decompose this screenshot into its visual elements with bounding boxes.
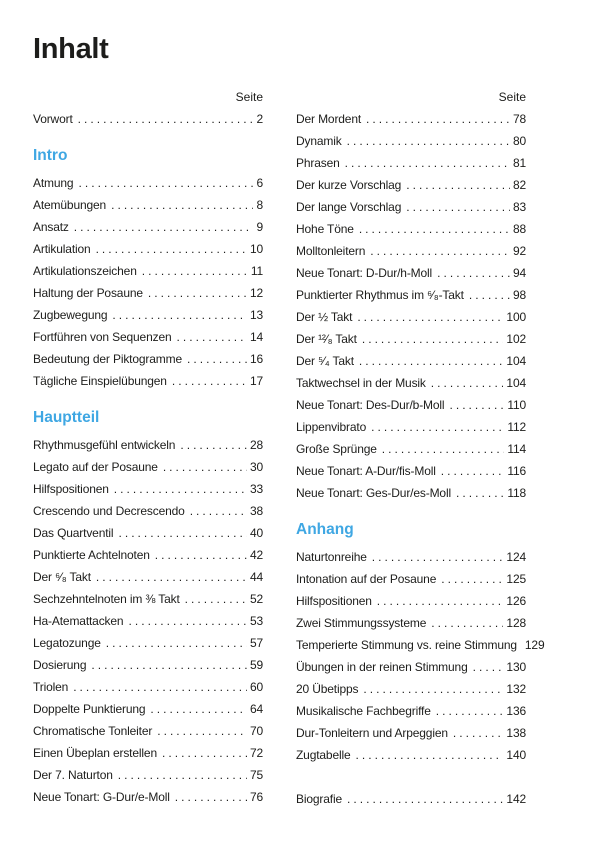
dot-leader	[157, 720, 247, 742]
toc-entry-page: 38	[249, 504, 263, 518]
toc-entry-title: Musikalische Fachbegriffe	[296, 704, 431, 718]
dot-leader	[431, 372, 504, 394]
toc-entry-title: Intonation auf der Posaune	[296, 572, 437, 586]
toc-section	[296, 108, 526, 504]
dot-leader	[185, 588, 247, 610]
section-heading: Anhang	[296, 521, 354, 538]
toc-entry-page: 59	[249, 658, 263, 672]
toc-entry-page: 104	[506, 376, 526, 390]
toc-entry-title: Der ¹²⁄₈ Takt	[296, 332, 357, 346]
toc-entry-page: 17	[249, 374, 263, 388]
toc-entry	[296, 744, 526, 766]
toc-entry-title: Triolen	[33, 680, 69, 694]
toc-entry-title: Der ½ Takt	[296, 310, 353, 324]
toc-entry	[33, 544, 263, 566]
toc-entry-page: 9	[256, 220, 263, 234]
toc-entry-page: 80	[512, 134, 526, 148]
dot-leader	[437, 262, 510, 284]
dot-leader	[177, 326, 247, 348]
toc-entry	[296, 482, 526, 504]
toc-entry-title: Artikulation	[33, 242, 91, 256]
toc-entry-page: 88	[512, 222, 526, 236]
dot-leader	[73, 676, 247, 698]
dot-leader	[436, 700, 504, 722]
toc-entry-title: Atemübungen	[33, 198, 107, 212]
toc-entry-title: Atmung	[33, 176, 74, 190]
toc-entry-page: 100	[506, 310, 526, 324]
toc-entry-title: Das Quartventil	[33, 526, 114, 540]
toc-entry-page: 10	[249, 242, 263, 256]
dot-leader	[449, 394, 504, 416]
toc-entry	[296, 438, 526, 460]
toc-entry-title: Doppelte Punktierung	[33, 702, 146, 716]
toc-entry	[296, 196, 526, 218]
toc-entry-title: Temperierte Stimmung vs. reine Stimmung	[296, 638, 517, 652]
toc-entry-page: 112	[507, 420, 526, 434]
toc-entry-page: 124	[506, 550, 526, 564]
toc-entry-title: Einen Übeplan erstellen	[33, 746, 157, 760]
dot-leader	[96, 566, 247, 588]
toc-entry-title: Dynamik	[296, 134, 342, 148]
toc-entry	[296, 130, 526, 152]
toc-entry-title: Hilfspositionen	[33, 482, 109, 496]
dot-leader	[106, 632, 247, 654]
toc-entry-title: Vorwort	[33, 112, 73, 126]
toc-entry-title: Bedeutung der Piktogramme	[33, 352, 183, 366]
toc-entry-page: 40	[249, 526, 263, 540]
toc-entry-title: Neue Tonart: A-Dur/fis-Moll	[296, 464, 436, 478]
dot-leader	[469, 284, 510, 306]
toc-entry-page: 64	[249, 702, 263, 716]
toc-entry-page: 92	[512, 244, 526, 258]
toc-entry	[296, 722, 526, 744]
toc-entry-title: Legato auf der Posaune	[33, 460, 158, 474]
dot-leader	[362, 328, 504, 350]
toc-entry	[33, 282, 263, 304]
toc-entry-title: Rhythmusgefühl entwickeln	[33, 438, 176, 452]
toc-entry-page: 132	[506, 682, 526, 696]
toc-entry	[296, 700, 526, 722]
dot-leader	[406, 196, 510, 218]
dot-leader	[370, 240, 510, 262]
dot-leader	[356, 744, 504, 766]
toc-entry-page: 126	[506, 594, 526, 608]
dot-leader	[142, 260, 248, 282]
dot-leader	[441, 568, 503, 590]
toc-entry	[33, 610, 263, 632]
toc-entry	[33, 434, 263, 456]
toc-entry-page: 98	[512, 288, 526, 302]
dot-leader	[473, 656, 504, 678]
toc-entry-page: 60	[249, 680, 263, 694]
toc-entry-title: Hohe Töne	[296, 222, 354, 236]
dot-leader	[155, 544, 247, 566]
toc-entry	[33, 676, 263, 698]
toc-entry-title: Übungen in der reinen Stimmung	[296, 660, 468, 674]
toc-entry-page: 12	[249, 286, 263, 300]
toc-entry	[296, 590, 526, 612]
dot-leader	[172, 370, 247, 392]
toc-entry-title: Naturtonreihe	[296, 550, 367, 564]
toc-entry	[296, 678, 526, 700]
dot-leader	[175, 786, 247, 808]
toc-entry	[33, 172, 263, 194]
toc-entry-title: Der Mordent	[296, 112, 362, 126]
dot-leader	[96, 238, 247, 260]
dot-leader	[118, 764, 247, 786]
section-heading: Hauptteil	[33, 409, 100, 426]
toc-entry-title: Punktierte Achtelnoten	[33, 548, 150, 562]
toc-entry-title: Ansatz	[33, 220, 69, 234]
toc-entry-page: 13	[249, 308, 263, 322]
dot-leader	[187, 348, 247, 370]
toc-entry	[296, 546, 526, 568]
toc-entry-page: 110	[507, 398, 526, 412]
toc-entry-title: Biografie	[296, 792, 343, 806]
toc-entry-page: 104	[506, 354, 526, 368]
toc-entry-page: 116	[507, 464, 526, 478]
dot-leader	[180, 434, 247, 456]
toc-entry-page: 57	[249, 636, 263, 650]
toc-entry	[33, 720, 263, 742]
dot-leader	[78, 108, 254, 130]
dot-leader	[371, 416, 504, 438]
toc-entry-title: 20 Übetipps	[296, 682, 359, 696]
toc-entry-title: Tägliche Einspielübungen	[33, 374, 167, 388]
toc-entry-page: 28	[249, 438, 263, 452]
toc-column-right	[296, 86, 545, 810]
toc-entry-page: 129	[524, 638, 545, 652]
toc-entry-page: 82	[512, 178, 526, 192]
toc-entry-page: 2	[256, 112, 263, 126]
toc-entry-page: 125	[506, 572, 526, 586]
toc-entry-page: 75	[249, 768, 263, 782]
toc-entry-page: 138	[506, 726, 526, 740]
toc-entry-page: 142	[506, 792, 526, 806]
toc-entry-page: 33	[249, 482, 263, 496]
toc-entry-title: Zugtabelle	[296, 748, 351, 762]
toc-entry	[296, 218, 526, 240]
dot-leader	[345, 152, 510, 174]
toc-entry	[33, 348, 263, 370]
toc-entry	[296, 152, 526, 174]
toc-entry	[33, 764, 263, 786]
toc-section	[296, 518, 545, 766]
toc-entry	[33, 698, 263, 720]
toc-entry-title: Crescendo und Decrescendo	[33, 504, 185, 518]
toc-entry	[296, 262, 526, 284]
dot-leader	[347, 788, 503, 810]
toc-entry	[296, 634, 545, 656]
toc-entry	[33, 260, 263, 282]
dot-leader	[78, 172, 253, 194]
toc-entry-page: 78	[512, 112, 526, 126]
toc-entry-title: Chromatische Tonleiter	[33, 724, 153, 738]
toc-entry-page: 72	[249, 746, 263, 760]
dot-leader	[111, 194, 253, 216]
toc-entry-page: 8	[256, 198, 263, 212]
toc-entry	[33, 108, 263, 130]
toc-entry	[296, 460, 526, 482]
toc-section	[296, 766, 526, 810]
toc-entry-page: 114	[507, 442, 526, 456]
toc-entry	[296, 372, 526, 394]
dot-leader	[74, 216, 254, 238]
toc-entry-title: Neue Tonart: Ges-Dur/es-Moll	[296, 486, 451, 500]
toc-entry	[296, 284, 526, 306]
toc-entry	[33, 588, 263, 610]
toc-entry	[296, 174, 526, 196]
toc-entry-title: Ha-Atemattacken	[33, 614, 124, 628]
toc-entry	[296, 612, 526, 634]
toc-entry-title: Dosierung	[33, 658, 87, 672]
toc-entry-title: Fortführen von Sequenzen	[33, 330, 172, 344]
toc-entry	[33, 370, 263, 392]
toc-entry-page: 42	[249, 548, 263, 562]
dot-leader	[347, 130, 510, 152]
toc-entry-page: 30	[249, 460, 263, 474]
toc-entry-page: 44	[249, 570, 263, 584]
dot-leader	[112, 304, 247, 326]
dot-leader	[441, 460, 505, 482]
toc-entry-title: Phrasen	[296, 156, 340, 170]
toc-entry-title: Neue Tonart: G-Dur/e-Moll	[33, 790, 170, 804]
toc-entry-title: Zugbewegung	[33, 308, 108, 322]
toc-entry-title: Haltung der Posaune	[33, 286, 143, 300]
toc-entry-page: 53	[249, 614, 263, 628]
toc-section	[33, 108, 263, 130]
toc-entry-page: 6	[256, 176, 263, 190]
toc-section	[33, 406, 263, 808]
toc-entry-title: Taktwechsel in der Musik	[296, 376, 426, 390]
dot-leader	[114, 478, 247, 500]
toc-entry	[296, 394, 526, 416]
toc-entry	[296, 656, 526, 678]
toc-entry-page: 70	[249, 724, 263, 738]
toc-entry-page: 130	[506, 660, 526, 674]
dot-leader	[148, 282, 247, 304]
dot-leader	[456, 482, 504, 504]
toc-entry-title: Lippenvibrato	[296, 420, 367, 434]
toc-entry-page: 94	[512, 266, 526, 280]
toc-entry-page: 76	[249, 790, 263, 804]
toc-entry-title: Molltonleitern	[296, 244, 366, 258]
toc-entry-page: 140	[506, 748, 526, 762]
dot-leader	[190, 500, 247, 522]
toc-entry	[33, 632, 263, 654]
toc-entry	[33, 304, 263, 326]
toc-entry-title: Der ⁵⁄₄ Takt	[296, 354, 354, 368]
section-heading: Intro	[33, 147, 68, 164]
toc-entry-title: Neue Tonart: D-Dur/h-Moll	[296, 266, 433, 280]
toc-entry	[296, 328, 526, 350]
toc-entry	[296, 568, 526, 590]
toc-entry-page: 16	[249, 352, 263, 366]
toc-entry	[296, 350, 526, 372]
toc-entry	[33, 522, 263, 544]
dot-leader	[377, 590, 504, 612]
toc-entry-title: Zwei Stimmungssysteme	[296, 616, 427, 630]
toc-entry	[296, 788, 526, 810]
toc-entry-page: 52	[249, 592, 263, 606]
dot-leader	[372, 546, 504, 568]
dot-leader	[118, 522, 246, 544]
toc-entry-title: Der lange Vorschlag	[296, 200, 402, 214]
dot-leader	[150, 698, 247, 720]
toc-entry-title: Artikulationszeichen	[33, 264, 137, 278]
dot-leader	[359, 218, 510, 240]
dot-leader	[406, 174, 510, 196]
toc-entry	[33, 478, 263, 500]
dot-leader	[366, 108, 510, 130]
toc-entry-page: 14	[249, 330, 263, 344]
toc-entry	[33, 786, 263, 808]
toc-entry	[33, 654, 263, 676]
dot-leader	[163, 456, 247, 478]
dot-leader	[359, 350, 504, 372]
toc-entry-page: 128	[506, 616, 526, 630]
dot-leader	[162, 742, 247, 764]
toc-entry	[33, 326, 263, 348]
dot-leader	[91, 654, 247, 676]
toc-entry-title: Neue Tonart: Des-Dur/b-Moll	[296, 398, 445, 412]
toc-entry-page: 118	[507, 486, 526, 500]
page-column-header: Seite	[235, 90, 263, 104]
toc-entry-title: Punktierter Rhythmus im ⁶⁄₈-Takt	[296, 288, 464, 302]
toc-entry-title: Der ⁶⁄₈ Takt	[33, 570, 91, 584]
page-column-header: Seite	[498, 90, 526, 104]
toc-entry-title: Legatozunge	[33, 636, 101, 650]
toc-entry-page: 81	[512, 156, 526, 170]
toc-entry	[296, 240, 526, 262]
toc-entry	[33, 742, 263, 764]
toc-entry-page: 83	[512, 200, 526, 214]
toc-entry-page: 11	[250, 264, 263, 278]
page-title: Inhalt	[33, 33, 109, 65]
toc-entry	[33, 456, 263, 478]
dot-leader	[431, 612, 503, 634]
toc-entry-title: Hilfspositionen	[296, 594, 372, 608]
dot-leader	[382, 438, 505, 460]
toc-entry-page: 102	[506, 332, 526, 346]
section-gap	[296, 766, 526, 788]
toc-columns	[33, 86, 545, 810]
dot-leader	[357, 306, 503, 328]
dot-leader	[453, 722, 504, 744]
toc-entry-title: Der 7. Naturton	[33, 768, 113, 782]
toc-entry-title: Der kurze Vorschlag	[296, 178, 402, 192]
toc-entry-title: Sechzehntelnoten im ⅜ Takt	[33, 592, 180, 606]
toc-column-left	[33, 86, 263, 810]
toc-entry	[296, 306, 526, 328]
dot-leader	[363, 678, 503, 700]
toc-entry-page: 136	[506, 704, 526, 718]
toc-entry	[33, 566, 263, 588]
toc-entry	[296, 416, 526, 438]
toc-section	[33, 144, 263, 392]
dot-leader	[128, 610, 246, 632]
toc-entry	[33, 194, 263, 216]
toc-entry	[33, 216, 263, 238]
toc-entry	[33, 500, 263, 522]
toc-entry-title: Dur-Tonleitern und Arpeggien	[296, 726, 448, 740]
toc-entry-title: Große Sprünge	[296, 442, 377, 456]
toc-entry	[33, 238, 263, 260]
toc-entry	[296, 108, 526, 130]
